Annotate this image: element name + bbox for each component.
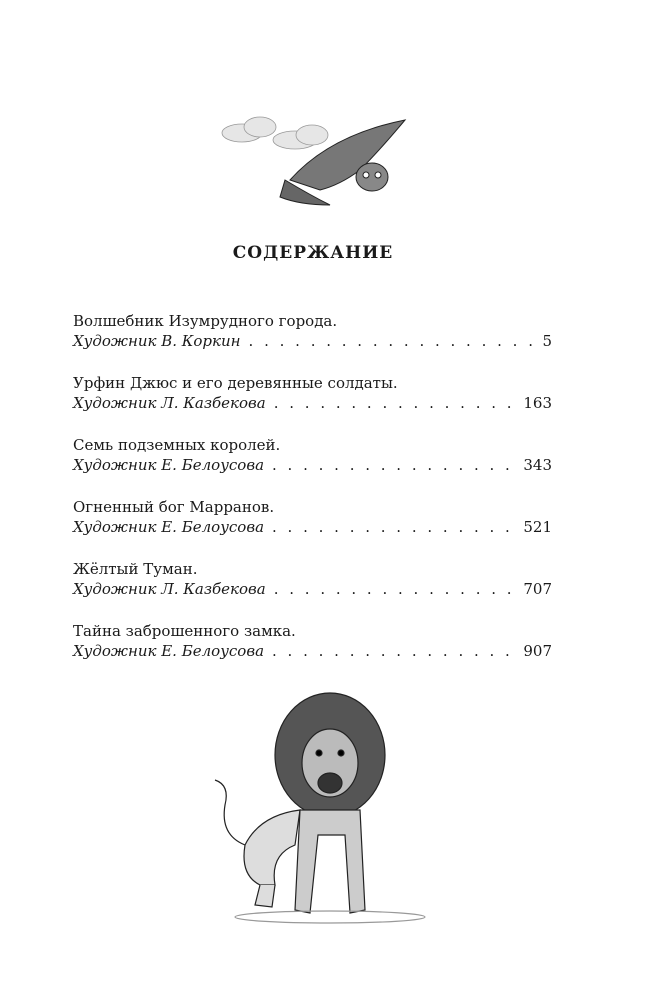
entry-artist: Художник Е. Белоусова [73, 642, 265, 660]
entry-title: Семь подземных королей. [73, 436, 281, 454]
entry-page: 907 [523, 642, 552, 660]
entry-page: 521 [523, 518, 552, 536]
toc-entry [73, 435, 552, 497]
entry-artist: Художник Е. Белоусова [73, 518, 265, 536]
entry-page: 707 [523, 580, 552, 598]
entry-page: 5 [542, 332, 552, 350]
entry-title: Тайна заброшенного замка. [73, 622, 296, 640]
leader-dots [249, 331, 535, 352]
entry-page: 343 [523, 456, 552, 474]
entry-title: Жёлтый Туман. [73, 560, 198, 578]
table-of-contents [73, 311, 552, 683]
entry-artist: Художник Л. Казбекова [73, 580, 266, 598]
entry-artist: Художник Е. Белоусова [73, 456, 265, 474]
lion-illustration [200, 685, 460, 935]
toc-entry [73, 621, 552, 683]
leader-dots [274, 393, 516, 414]
entry-page: 163 [523, 394, 552, 412]
entry-title: Волшебник Изумрудного города. [73, 312, 338, 330]
leader-dots [272, 641, 515, 662]
toc-entry [73, 559, 552, 621]
entry-title: Урфин Джюс и его деревянные солдаты. [73, 374, 398, 392]
entry-artist: Художник В. Коркин [73, 332, 241, 350]
leader-dots [272, 455, 515, 476]
entry-title: Огненный бог Марранов. [73, 498, 275, 516]
leader-dots [274, 579, 516, 600]
leader-dots [272, 517, 515, 538]
owl-with-clouds-illustration [220, 105, 420, 215]
entry-artist: Художник Л. Казбекова [73, 394, 266, 412]
toc-entry [73, 373, 552, 435]
page-title: СОДЕРЖАНИЕ [232, 243, 394, 263]
toc-entry [73, 497, 552, 559]
toc-entry [73, 311, 552, 373]
